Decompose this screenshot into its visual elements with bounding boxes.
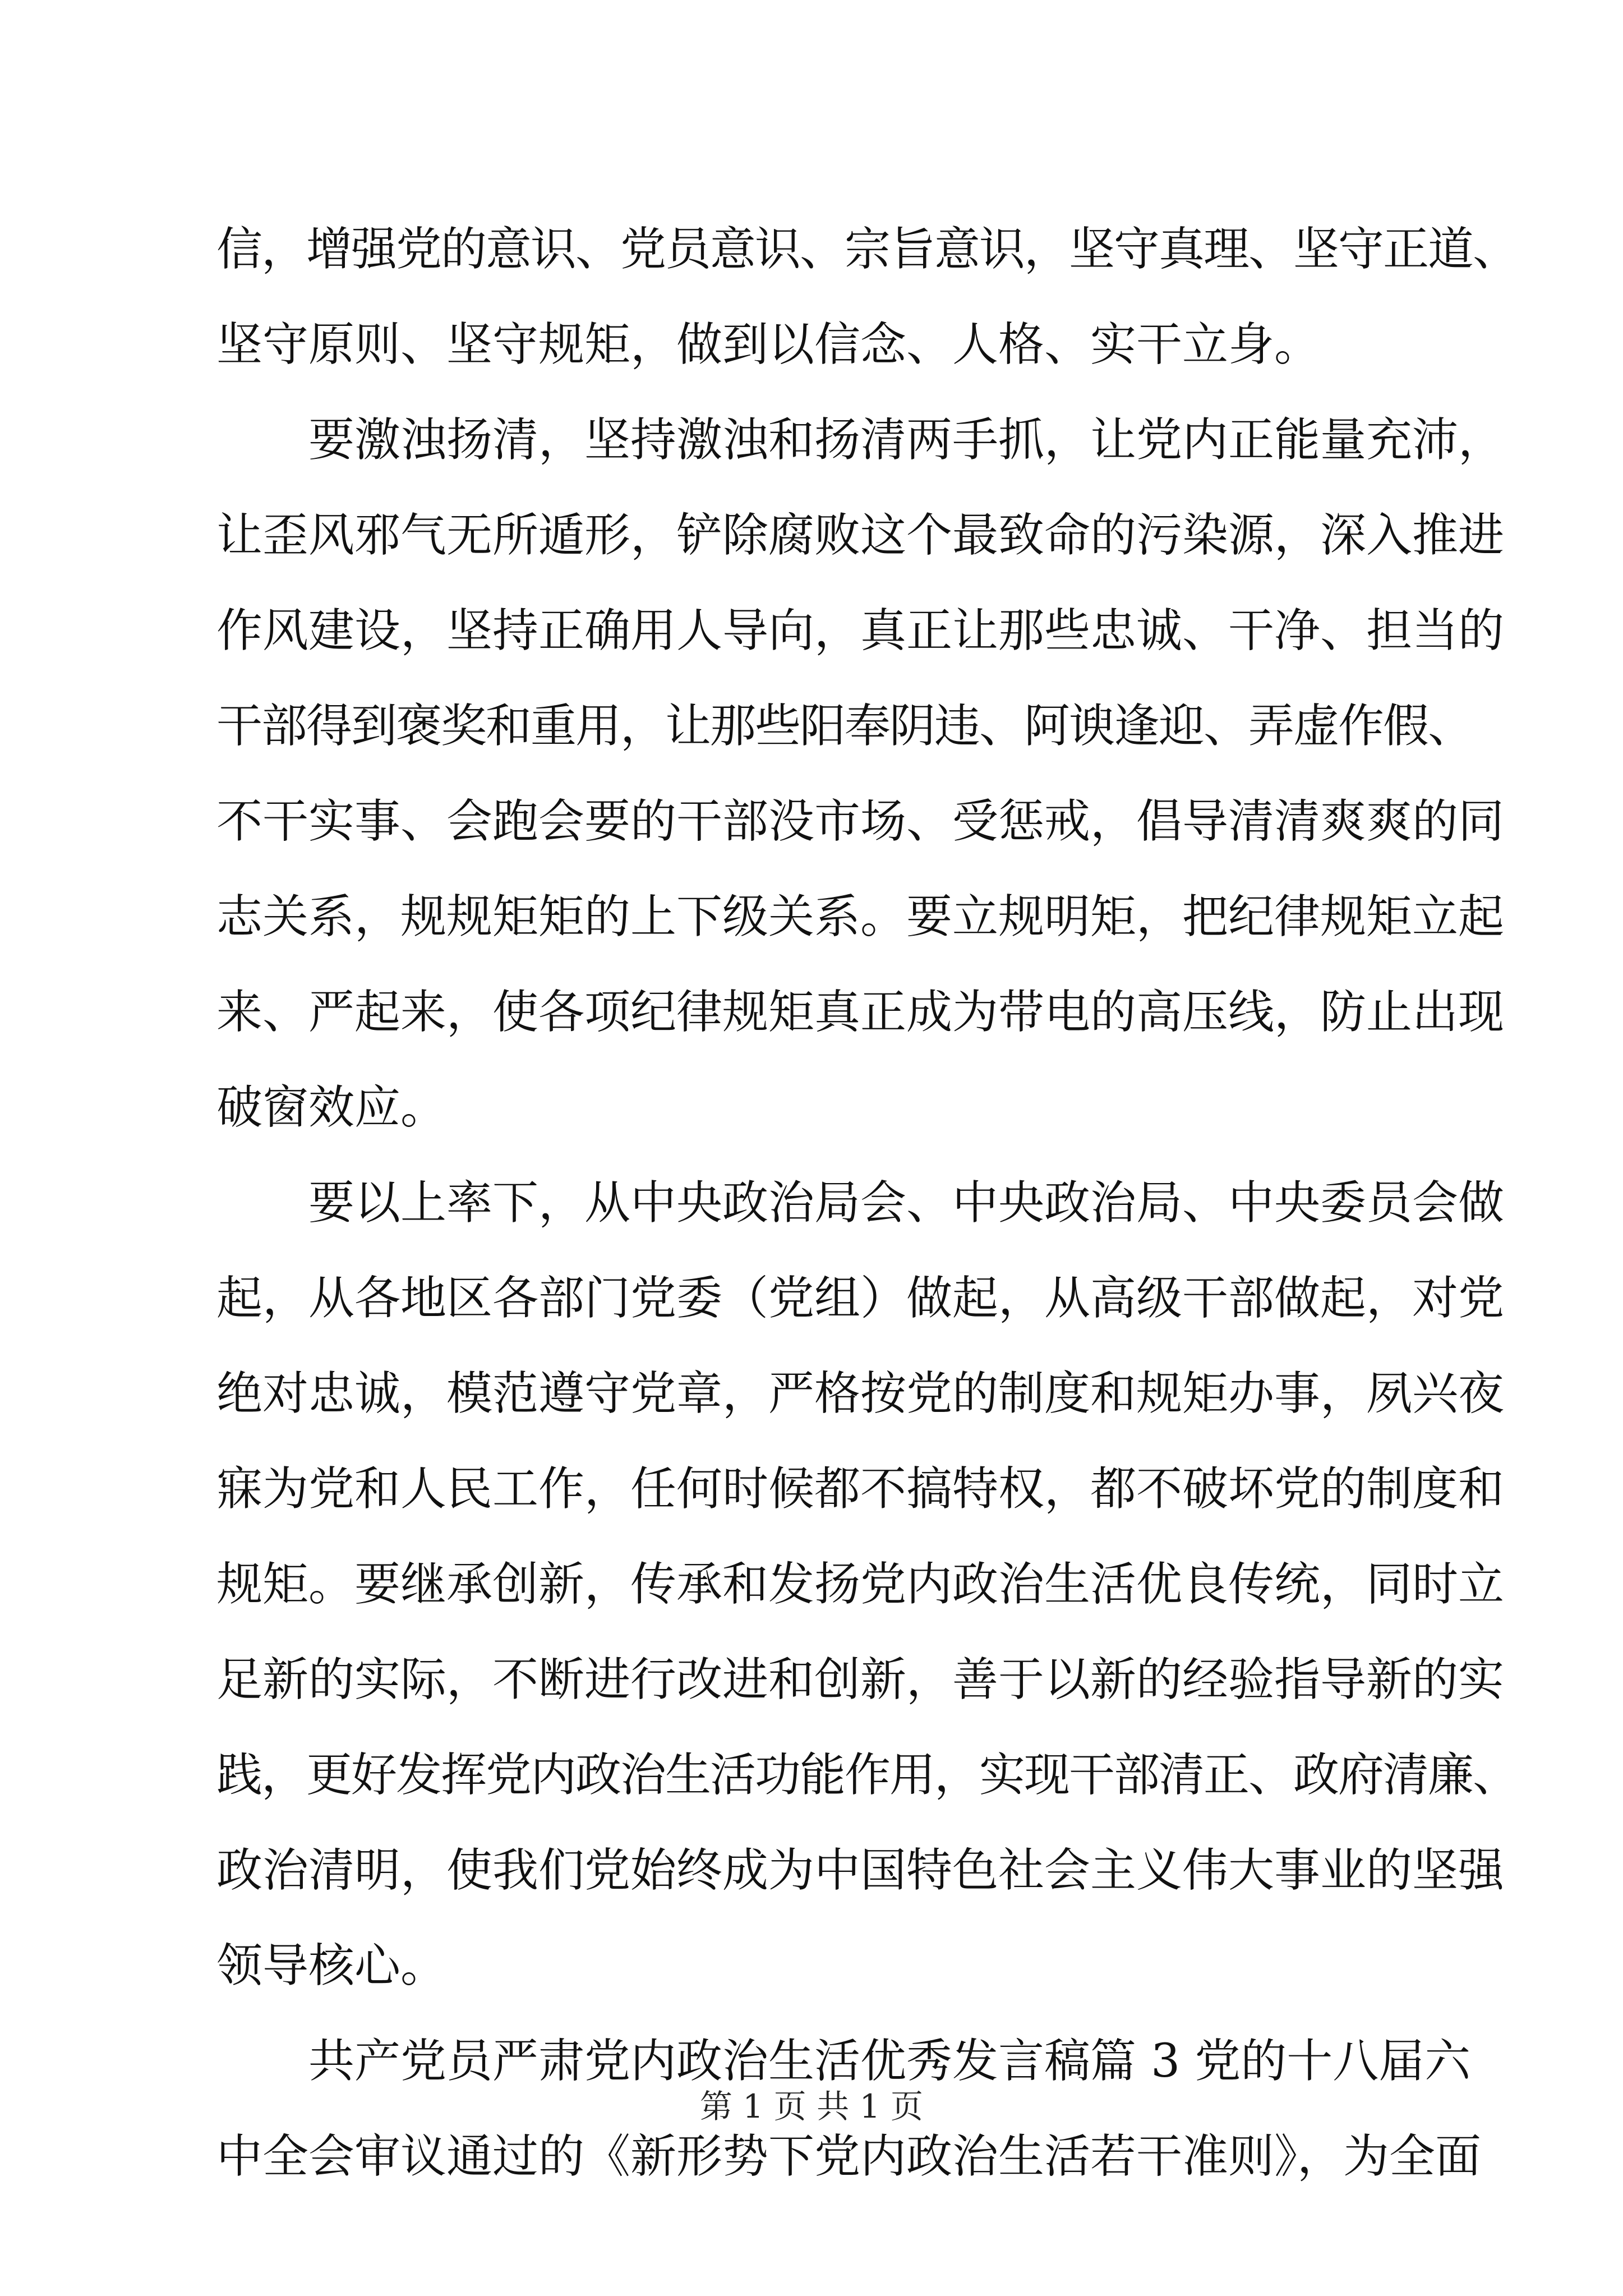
- text-line: 来、严起来，使各项纪律规矩真正成为带电的高压线，防止出现: [216, 986, 1505, 1039]
- text-line: 规矩。要继承创新，传承和发扬党内政治生活优良传统，同时立: [216, 1558, 1505, 1611]
- text-line: 中全会审议通过的《新形势下党内政治生活若干准则》，为全面: [216, 2130, 1482, 2183]
- text-line: 信，增强党的意识、党员意识、宗旨意识，坚守真理、坚守正道、: [216, 223, 1518, 276]
- text-line: 领导核心。: [216, 1939, 447, 1993]
- text-line: 作风建设，坚持正确用人导向，真正让那些忠诚、干净、担当的: [216, 604, 1505, 657]
- text-line: 起，从各地区各部门党委（党组）做起，从高级干部做起，对党: [216, 1272, 1505, 1325]
- text-line: 足新的实际，不断进行改进和创新，善于以新的经验指导新的实: [216, 1653, 1505, 1706]
- text-line: 志关系，规规矩矩的上下级关系。要立规明矩，把纪律规矩立起: [216, 890, 1505, 944]
- text-line: 坚守原则、坚守规矩，做到以信念、人格、实干立身。: [216, 318, 1321, 371]
- text-line: 共产党员严肃党内政治生活优秀发言稿篇 3 党的十八届六: [308, 2035, 1471, 2088]
- text-line: 让歪风邪气无所遁形，铲除腐败这个最致命的污染源，深入推进: [216, 509, 1505, 562]
- text-line: 要激浊扬清，坚持激浊和扬清两手抓，让党内正能量充沛，: [308, 413, 1505, 467]
- text-line: 绝对忠诚，模范遵守党章，严格按党的制度和规矩办事，夙兴夜: [216, 1367, 1505, 1420]
- page-number-footer: 第 1 页 共 1 页: [700, 2087, 923, 2125]
- text-line: 不干实事、会跑会要的干部没市场、受惩戒，倡导清清爽爽的同: [216, 795, 1505, 848]
- text-line: 寐为党和人民工作，任何时候都不搞特权，都不破坏党的制度和: [216, 1462, 1505, 1516]
- text-line: 破窗效应。: [216, 1081, 447, 1134]
- text-line: 要以上率下，从中央政治局会、中央政治局、中央委员会做: [308, 1176, 1505, 1230]
- text-line: 政治清明，使我们党始终成为中国特色社会主义伟大事业的坚强: [216, 1844, 1505, 1897]
- text-line: 干部得到褒奖和重用，让那些阳奉阴违、阿谀逢迎、弄虚作假、: [216, 700, 1473, 753]
- text-line: 践，更好发挥党内政治生活功能作用，实现干部清正、政府清廉、: [216, 1749, 1518, 1802]
